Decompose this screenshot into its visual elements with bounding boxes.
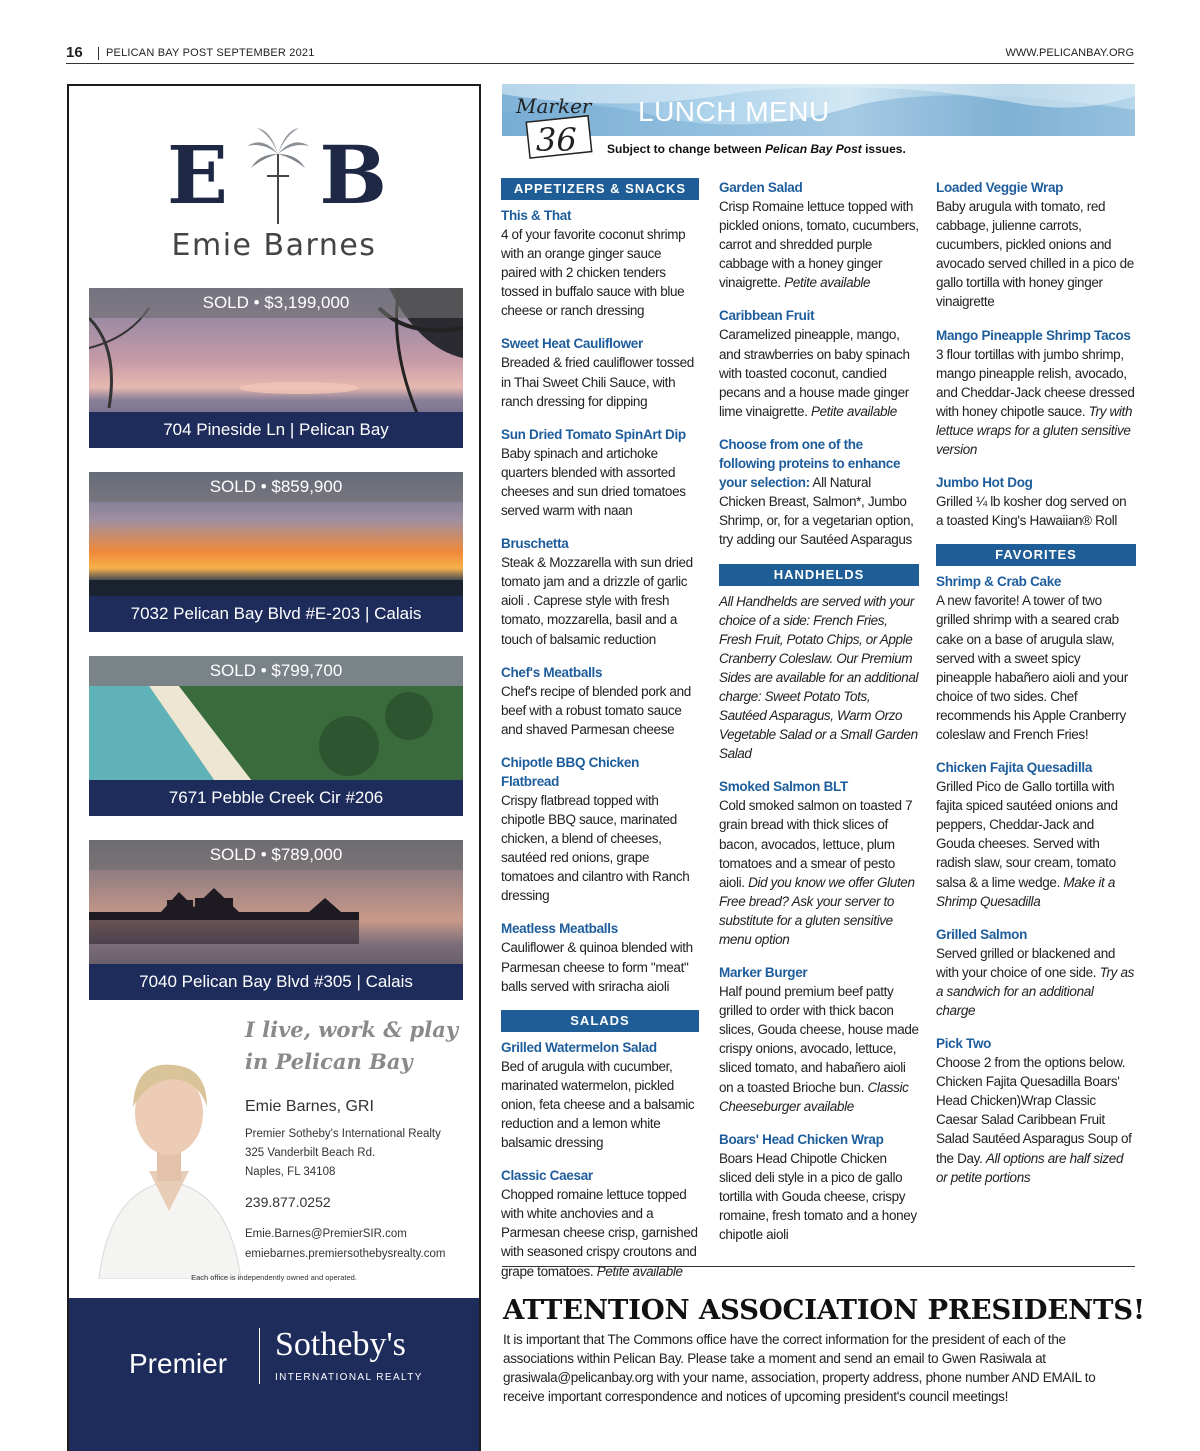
menu-item-note: Petite available [811,403,897,419]
menu-item-desc-wrap [936,777,1136,911]
menu-item-name: Garden Salad [719,180,803,195]
menu-item-name: Sweet Heat Cauliflower [501,336,643,352]
menu-item-note: Did you know we offer Gluten Free bread? Ask your server to substitute for a gluten sensitive menu option [719,874,915,947]
menu-item-name: Mango Pineapple Shrimp Tacos [936,327,1131,343]
menu-item [936,572,1136,744]
menu-item-name: Grilled Watermelon Salad [501,1039,657,1055]
menu-item-desc: Baby spinach and artichoke quarters blended with assorted cheeses and sun dried tomatoes served warm with naan [501,445,686,519]
agent-name-large: Emie Barnes [171,228,377,263]
menu-item-desc: Chopped romaine lettuce topped with white anchovies and a Parmesan cheese crisp, garnished with seasoned crispy croutons and grape tomatoes. [501,1187,698,1279]
menu-item [719,963,919,1116]
menu-item-name: Caribbean Fruit [719,308,815,324]
agent-phone[interactable]: 239.877.0252 [245,1194,331,1210]
sothebys-brand-bar [69,1298,479,1451]
tagline-line-2: in Pelican Bay [245,1049,413,1074]
menu-item-desc: Cold smoked salmon on toasted 7 grain bread with thick slices of bacon, avocados, lettuce, plum tomatoes and a smear of pesto aioli. [719,798,913,890]
menu-item-name: Loaded Veggie Wrap [936,180,1064,195]
menu-item-name: Chipotle BBQ Chicken Flatbread [501,754,640,789]
menu-item-desc-wrap [719,197,919,292]
marker-word: Marker [516,94,592,118]
menu-item-desc: Cauliflower & quinoa blended with Parmesan cheese to form "meat" balls served with sriracha aioli [501,940,693,994]
property-card[interactable] [89,288,463,448]
menu-item [719,306,919,420]
brand-premier: Premier [129,1348,228,1379]
menu-item [501,663,699,739]
menu-column-2 [719,178,919,1258]
website-link[interactable]: WWW.PELICANBAY.ORG [1005,47,1134,59]
menu-item-desc: Crisp Romaine lettuce topped with pickled onions, tomato, cucumbers, carrot and shredded purple cabbage with a honey ginger vinaigrette. [719,199,919,291]
menu-item [936,758,1136,911]
publication-name: PELICAN BAY POST SEPTEMBER 2021 [106,47,315,59]
menu-item-note: All options are half sized or petite portions [936,1150,1124,1185]
menu-item-desc: Steak & Mozzarella with sun dried tomato jam and a drizzle of garlic aioli . Caprese style with fresh tomato, mozzarella, basil and a touch of balsamic reduction [501,555,693,647]
menu-item-name: Bruschetta [501,536,569,552]
menu-item-name: Chef's Meatballs [501,664,603,680]
agent-email[interactable]: Emie.Barnes@PremierSIR.com [245,1228,407,1240]
subject-suffix: issues. [861,142,906,156]
menu-item-desc: Served grilled or blackened and with your choice of one side. [936,945,1116,980]
menu-item-desc-wrap [719,982,919,1116]
property-address: 7040 Pelican Bay Blvd #305 | Calais [89,964,463,1000]
menu-item-name: Smoked Salmon BLT [719,779,848,795]
agent-website[interactable]: emiebarnes.premiersothebysrealty.com [245,1248,446,1260]
section-header-appetizers: APPETIZERS & SNACKS [501,178,699,200]
menu-item-desc: Boars Head Chipotle Chicken sliced deli style in a pico de gallo tortilla with Gouda cheese, crispy romaine, fresh tomato and a honey chipotle aioli [719,1150,917,1243]
menu-item-desc: Half pound premium beef patty grilled to order with thick bacon slices, Gouda cheese, house made crispy onions, avocado, lettuce, sliced tomato, and habañero aioli on a toasted Brioche bun. [719,984,919,1095]
agent-street: 325 Vanderbilt Beach Rd. [245,1147,376,1159]
menu-column-3 [936,178,1136,1201]
menu-item [501,425,699,520]
agent-name: Emie Barnes, GRI [245,1098,374,1115]
menu-item-note: Petite available [784,275,871,291]
agent-tagline [245,1014,475,1078]
menu-item-name: This & That [501,208,572,223]
menu-item-desc: Grilled ¼ lb kosher dog served on a toasted King's Hawaiian® Roll [936,494,1127,529]
menu-item-desc: Chef's recipe of blended pork and beef with a robust tomato sauce and shaved Parmesan cheese [501,683,691,737]
menu-item-desc-wrap [719,796,919,949]
menu-item [501,534,699,648]
menu-item-note: Petite available [596,1263,683,1279]
logo-letter-e: E [167,128,228,222]
eb-logo [167,130,387,220]
menu-item [719,1130,919,1244]
palm-tree-icon [245,124,311,224]
menu-item [936,178,1136,312]
menu-item [936,326,1136,460]
marker-36-logo [508,93,618,163]
menu-item-desc: Grilled Pico de Gallo tortilla with fajita spiced sautéed onions and peppers, Cheddar-Jack and Gouda cheeses. Served with radish slaw, sour cream, tomato salsa & a lime wedge. [936,779,1118,890]
menu-item-desc-wrap [936,1053,1136,1187]
protein-options [719,435,919,550]
menu-item [936,473,1136,530]
menu-title: LUNCH MENU [638,96,830,127]
logo-letter-b: B [319,128,387,222]
menu-item-name: Meatless Meatballs [501,921,618,937]
sold-price-label: SOLD • $799,700 [89,656,463,686]
menu-item [936,1034,1136,1187]
menu-item-desc: A new favorite! A tower of two grilled shrimp with a seared crab cake on a base of arugula slaw, served with a sweet spicy pineapple habañero aioli and your choice of two sides. Chef recommends his Apple Cranberry coleslaw and French Fries! [936,593,1128,742]
protein-lead: Choose from one of the following proteins to enhance your selection: [719,436,901,491]
section-header-salads: SALADS [501,1010,699,1032]
property-card[interactable] [89,472,463,632]
property-address: 7032 Pelican Bay Blvd #E-203 | Calais [89,596,463,632]
section-header-favorites: FAVORITES [936,544,1136,566]
brand-sothebys: Sotheby's [275,1326,406,1363]
brand-divider [259,1328,260,1384]
menu-item [936,925,1136,1020]
section-divider [502,1266,1135,1267]
menu-item-name: Pick Two [936,1036,992,1052]
real-estate-ad [67,84,481,1451]
menu-item-desc-wrap [719,325,919,420]
menu-item-desc: 4 of your favorite coconut shrimp with an orange ginger sauce paired with 2 chicken tenders tossed in buffalo sauce with blue cheese or ranch dressing [501,227,686,319]
menu-item [501,206,699,320]
agent-city: Naples, FL 34108 [245,1166,336,1178]
menu-item-note: Make it a Shrimp Quesadilla [936,874,1115,909]
menu-item-name: Jumbo Hot Dog [936,475,1033,491]
property-card[interactable] [89,840,463,1000]
agent-firm: Premier Sotheby's International Realty [245,1128,441,1140]
handhelds-note: All Handhelds are served with your choice of a side: French Fries, Fresh Fruit, Potato Chips, or Apple Cranberry Coleslaw. Our Premium Sides are available for an additional charge: Sweet Potato Tots, Sautéed Asparagus, Warm Orzo Vegetable Salad or a Small Garden Salad [719,593,919,762]
menu-item [719,178,919,292]
menu-item-name: Grilled Salmon [936,926,1028,942]
menu-item-desc: Bed of arugula with cucumber, marinated watermelon, pickled onion, feta cheese and a balsamic reduction and a lemon white balsamic dressing [501,1058,695,1151]
marker-number: 36 [536,121,577,159]
page-number: 16 [66,44,83,61]
menu-item-desc-wrap [936,345,1136,460]
property-address: 7671 Pebble Creek Cir #206 [89,780,463,816]
property-card[interactable] [89,656,463,816]
protein-desc: All Natural Chicken Breast, Salmon*, Jumbo Shrimp, or, for a vegetarian option, try adding our Sautéed Asparagus [719,475,914,548]
menu-item-name: Marker Burger [719,965,808,981]
menu-item-name: Shrimp & Crab Cake [936,574,1062,590]
section-header-handhelds: HANDHELDS [719,564,919,586]
protein-options-text [719,435,919,550]
menu-item-desc: Caramelized pineapple, mango, and strawberries on baby spinach with toasted coconut, candied pecans and a house made ginger lime vinaigrette. [719,327,910,419]
office-disclaimer: Each office is independently owned and operated. [191,1273,357,1282]
menu-item-name: Sun Dried Tomato SpinArt Dip [501,426,686,442]
menu-item-name: Boars' Head Chicken Wrap [719,1131,884,1147]
subject-publication: Pelican Bay Post [765,142,862,156]
notice-heading: ATTENTION ASSOCIATION PRESIDENTS! [503,1294,1145,1326]
menu-item-desc: Crispy flatbread topped with chipotle BBQ sauce, marinated chicken, a blend of cheeses, sautéed red onions, grape tomatoes and cilantro with Ranch dressing [501,792,690,904]
menu-item [719,777,919,949]
menu-column-1 [501,178,699,1295]
menu-item-desc: 3 flour tortillas with jumbo shrimp, mango pineapple relish, avocado, and Cheddar-Jack cheese dressed with honey chipotle sauce. [936,346,1135,419]
menu-item-name: Chicken Fajita Quesadilla [936,760,1093,776]
menu-item-note: Classic Cheeseburger available [719,1079,909,1114]
sold-price-label: SOLD • $789,000 [89,840,463,870]
menu-subject-note [607,142,906,156]
menu-item-desc-wrap [936,944,1136,1020]
sold-price-label: SOLD • $859,900 [89,472,463,502]
menu-item [501,334,699,410]
menu-item-desc: Choose 2 from the options below. Chicken Fajita Quesadilla Boars' Head Chicken)Wrap Classic Caesar Salad Caribbean Fruit Salad Sautéed Asparagus Soup of the Day. [936,1055,1132,1166]
menu-item-desc: Breaded & fried cauliflower tossed in Thai Sweet Chili Sauce, with ranch dressing for dipping [501,355,694,409]
page-header [66,44,1134,64]
menu-item-name: Classic Caesar [501,1168,593,1184]
agent-portrait [89,1021,251,1279]
subject-prefix: Subject to change between [607,142,766,156]
menu-item [501,1166,699,1280]
tagline-line-1: I live, work & play [245,1017,459,1042]
property-address: 704 Pineside Ln | Pelican Bay [89,412,463,448]
menu-item [501,919,699,995]
notice-body: It is important that The Commons office have the correct information for the president of each of the associations within Pelican Bay. Please take a moment and send an email to Gwen Rasiwala at grasiwala@pelicanbay.org with your name, association, property address, phone number AND EMAIL to receive important correspondence and notices of upcoming president's council meetings! [503,1332,1096,1404]
menu-item [501,1038,699,1152]
menu-item [501,753,699,906]
menu-item-note: Try as a sandwich for an additional charge [936,964,1135,1018]
menu-item-note: Try with lettuce wraps for a gluten sensitive version [936,403,1133,458]
brand-subtitle: INTERNATIONAL REALTY [275,1372,423,1383]
menu-item-desc: Baby arugula with tomato, red cabbage, julienne carrots, cucumbers, pickled onions and avocado served chilled in a pico de gallo tortilla with honey ginger vinaigrette [936,199,1134,310]
sold-price-label: SOLD • $3,199,000 [89,288,463,318]
